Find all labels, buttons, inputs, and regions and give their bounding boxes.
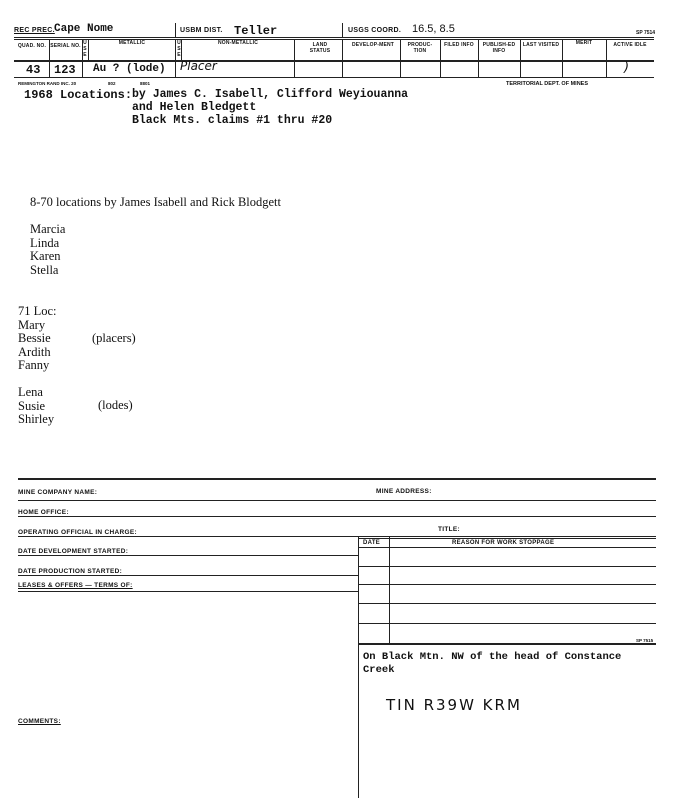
operating-official-label: OPERATING OFFICIAL IN CHARGE: bbox=[18, 529, 137, 536]
col-development: DEVELOP-MENT bbox=[351, 42, 395, 48]
loc71-label: 71 Loc: bbox=[18, 304, 57, 318]
loc71-list bbox=[18, 305, 57, 373]
dept-label: TERRITORIAL DEPT. OF MINES bbox=[506, 81, 588, 87]
printer-mark: REMINGTON RAND INC. 20 bbox=[18, 81, 77, 86]
list-item: Karen bbox=[30, 249, 61, 263]
comments-label: COMMENTS: bbox=[18, 718, 61, 725]
reason-col-label: REASON FOR WORK STOPPAGE bbox=[452, 540, 555, 546]
record-active-idle: ) bbox=[624, 60, 630, 75]
usbm-value: Teller bbox=[234, 24, 278, 38]
locations-1968-line-1: by James C. Isabell, Clifford Weyiouanna bbox=[132, 88, 409, 101]
lodes-note: (lodes) bbox=[98, 398, 133, 412]
lodes-list bbox=[18, 386, 54, 427]
col-quad-no: QUAD. NO. bbox=[17, 43, 47, 49]
locations-870: 8-70 locations by James Isabell and Rick Blodgett bbox=[30, 195, 281, 209]
col-use-metallic: U S E bbox=[83, 40, 87, 58]
list-item: Fanny bbox=[18, 358, 50, 372]
list-item: Marcia bbox=[30, 222, 66, 236]
location-note-line-2: Creek bbox=[363, 664, 395, 676]
col-active-idle: ACTIVE IDLE bbox=[613, 42, 647, 48]
col-merit: MERIT bbox=[575, 40, 593, 46]
handwritten-location: TIN R39W KRM bbox=[386, 696, 522, 714]
col-metallic: METALLIC bbox=[118, 40, 146, 46]
date-development-label: DATE DEVELOPMENT STARTED: bbox=[18, 548, 129, 555]
record-non-metallic: Placer bbox=[180, 59, 217, 73]
list-item: Mary bbox=[18, 317, 46, 332]
leases-label: LEASES & OFFERS — TERMS OF: bbox=[18, 582, 133, 589]
col-production: PRODUC-TION bbox=[407, 42, 433, 54]
record-quad-no: 43 bbox=[26, 63, 41, 77]
list-item: Susie bbox=[18, 398, 46, 413]
list-item: Ardith bbox=[18, 344, 51, 359]
record-metallic: Au ? (lode) bbox=[93, 63, 166, 75]
usgs-value: 16.5, 8.5 bbox=[412, 23, 455, 35]
usgs-label: USGS COORD. bbox=[348, 27, 402, 34]
mine-address-label: MINE ADDRESS: bbox=[376, 488, 432, 495]
date-col-label: DATE bbox=[363, 540, 381, 546]
locations-1968-label: 1968 Locations: bbox=[24, 88, 133, 102]
locations-1968-line-3: Black Mts. claims #1 thru #20 bbox=[132, 114, 333, 127]
form-code-top: SP 7514 bbox=[636, 30, 656, 36]
divider-top bbox=[18, 478, 656, 480]
col-filed-info: FILED INFO bbox=[444, 42, 474, 48]
form-code-bottom: SP 7515 bbox=[636, 638, 654, 643]
placers-note: (placers) bbox=[92, 331, 136, 345]
col-use-nonmetallic: U S E bbox=[177, 40, 181, 58]
usbm-label: USBM DIST. bbox=[180, 27, 223, 34]
title-label: TITLE: bbox=[438, 526, 461, 533]
list-item: Lena bbox=[18, 385, 43, 399]
rec-prec-label: REC PREC. bbox=[14, 27, 55, 34]
mine-company-label: MINE COMPANY NAME: bbox=[18, 489, 98, 496]
col-non-metallic: NON-METALLIC bbox=[217, 40, 259, 46]
list-item: Linda bbox=[30, 235, 60, 250]
rec-prec-value: Cape Nome bbox=[54, 23, 114, 35]
location-note-line-1: On Black Mtn. NW of the head of Constance bbox=[363, 651, 622, 663]
col-last-visited: LAST VISITED bbox=[522, 42, 560, 48]
col-serial-no: SERIAL NO. bbox=[50, 43, 81, 49]
list-item: Stella bbox=[30, 262, 59, 277]
meta-mark-1: 802 bbox=[108, 81, 116, 86]
col-published-info: PUBLISH-ED INFO bbox=[482, 42, 516, 54]
record-serial-no: 123 bbox=[54, 63, 76, 77]
home-office-label: HOME OFFICE: bbox=[18, 509, 69, 516]
list-item: Bessie bbox=[18, 331, 51, 345]
col-land-status: LAND STATUS bbox=[309, 42, 331, 54]
meta-mark-2: 8801 bbox=[140, 81, 151, 86]
list-item: Shirley bbox=[18, 412, 55, 426]
names-870-list bbox=[30, 223, 65, 277]
date-production-label: DATE PRODUCTION STARTED: bbox=[18, 568, 123, 575]
locations-1968-line-2: and Helen Bledgett bbox=[132, 101, 257, 114]
